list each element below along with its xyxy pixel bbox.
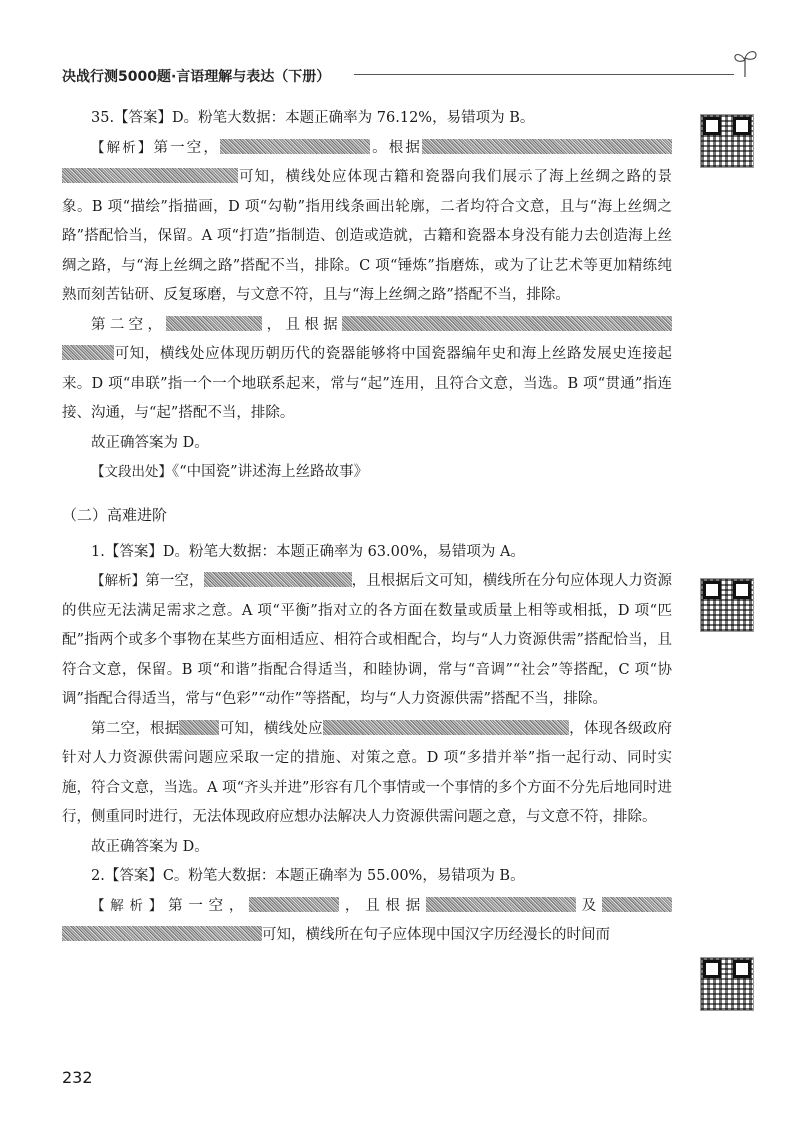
qr-code-q1[interactable] <box>700 578 754 632</box>
source-35: 【文段出处】《“中国瓷”讲述海上丝路故事》 <box>91 464 369 480</box>
analysis-35-blank1: 【解析】第一空， 。根据可知，横线处应体现古籍和瓷器向我们展示了海上丝绸之路的景象。B 项“描绘”指描画，D 项“勾勒”指用线条画出轮廓，二者均符合文意，且与“海上丝绸之路”搭配恰当，保留。A 项“打造”指制造、创造或造就，古籍和瓷器本身没有能力去创造海上丝绸之路，与“海上丝绸之路”搭配不当，排除。C 项“锤炼”指磨炼，或为了让艺术等更加精练纯熟而刻苦钻研、反复琢磨，与文意不符，且与“海上丝绸之路”搭配不当，排除。 <box>62 139 672 303</box>
redacted-text <box>426 897 576 912</box>
correct-answer-35: 故正确答案为 D。 <box>91 434 209 451</box>
section-title: （二）高难进阶 <box>62 505 168 524</box>
redacted-text <box>323 720 569 735</box>
redacted-text <box>179 720 219 735</box>
qr-code-q35[interactable] <box>700 114 754 168</box>
redacted-text <box>249 897 339 912</box>
analysis-1-blank1: 【解析】第一空， ，且根据后文可知，横线所在分句应体现人力资源的供应无法满足需求之意。A 项“平衡”指对立的各方面在数量或质量上相等或相抵，D 项“匹配”指两个或多个事物在某些方面相适应、相符合或相配合，均与“人力资源供需”搭配恰当，且符合文意，保留。B 项“和谐”指配合得适当，和睦协调，常与“音调”“社会”等搭配，C 项“协调”指配合得适当，常与“色彩”“动作”等搭配，均与“人力资源供需”搭配不当，排除。 <box>62 573 673 707</box>
redacted-text <box>62 345 114 360</box>
redacted-text <box>220 139 370 154</box>
sprout-icon <box>732 48 758 78</box>
analysis-2-blank1: 【解析】第一空， ，且根据 及可知，横线所在句子应体现中国汉字历经漫长的时间而 <box>62 892 672 951</box>
page-content <box>62 104 672 951</box>
redacted-text <box>62 168 238 183</box>
correct-answer-1: 故正确答案为 D。 <box>91 838 209 855</box>
analysis-tag: 【解析】 <box>91 139 154 156</box>
qr-code-q2[interactable] <box>700 957 754 1011</box>
page-number: 232 <box>62 1068 93 1087</box>
analysis-tag: 【解析】 <box>91 573 146 589</box>
book-title: 决战行测5000题·言语理解与表达（下册） <box>62 69 331 85</box>
answer-2: 2.【答案】C。粉笔大数据：本题正确率为 55.00%，易错项为 B。 <box>91 868 525 884</box>
source-tag: 【文段出处】 <box>91 464 172 480</box>
analysis-1-blank2: 第二空，根据 可知，横线处应 ，体现各级政府针对人力资源供需问题应采取一定的措施、对策之意。D 项“多措并举”指一起行动、同时实施，符合文意，当选。A 项“齐头并进”形容有几个事情或一个事情的多个方面不分先后地同时进行，侧重同时进行，无法体现政府应想办法解决人力资源供需问题之意，与文意不符，排除。 <box>62 720 673 825</box>
redacted-text <box>166 316 262 331</box>
redacted-text <box>602 897 672 912</box>
redacted-text <box>342 316 672 331</box>
redacted-text <box>62 926 262 941</box>
analysis-35-blank2: 第二空， ，且根据可知，横线处应体现历朝历代的瓷器能够将中国瓷器编年史和海上丝路发展史连接起来。D 项“串联”指一个一个地联系起来，常与“起”连用，且符合文意，当选。B 项“贯通”指连接、沟通，与“起”搭配不当，排除。 <box>62 316 672 421</box>
answer-35: 35.【答案】D。粉笔大数据：本题正确率为 76.12%，易错项为 B。 <box>91 110 535 126</box>
redacted-text <box>204 572 352 587</box>
header-rule <box>354 74 734 75</box>
analysis-tag: 【解析】 <box>91 897 169 914</box>
answer-1: 1.【答案】D。粉笔大数据：本题正确率为 63.00%，易错项为 A。 <box>91 543 525 560</box>
redacted-text <box>422 139 672 154</box>
running-header <box>62 62 762 90</box>
